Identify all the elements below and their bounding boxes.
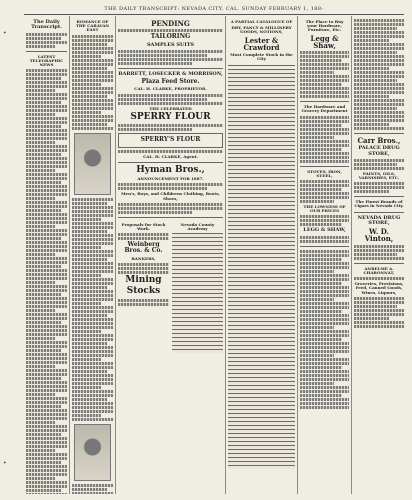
column-5 — [298, 16, 352, 494]
ad-academy: Nevada County Academy — [180, 221, 215, 231]
ad-palace: PALACE DRUG STORE, — [358, 145, 400, 157]
ad-lowness: THE LOWNESS OF OUR PRICES — [303, 204, 346, 214]
ad-carr-bros: Carr Bros., — [357, 136, 401, 145]
catalogue-firm: Lester & Crawford — [243, 35, 280, 52]
ad-weinberg: Weinberg Bros. & Co. — [124, 241, 163, 255]
column-4 — [226, 16, 298, 494]
ad-academy-listing — [172, 233, 223, 353]
masthead: THE DAILY TRANSCRIPT: NEVADA CITY, CAL. SUNDAY FEBRUARY 1, 188- — [24, 4, 404, 15]
ad-stoves: STOVES, IRON, STEEL, — [307, 168, 342, 178]
column-6 — [352, 16, 406, 494]
ad-samples: SAMPLES SUITS — [146, 41, 195, 48]
column-3 — [116, 16, 226, 494]
column-1 — [24, 16, 70, 494]
ad-cigars: The Finest Brands of Cigars in Nevada City. — [354, 199, 404, 209]
ad-proprietor: CAL. H. CLARKE, PROPRIETOR. — [134, 86, 207, 92]
ad-legg-shaw-2: LEGG & SHAW, — [303, 227, 346, 234]
catalogue-header: A PARTIAL CATALOGUE OF — [230, 19, 293, 24]
ad-proposals: Proposals for Stock Work. — [121, 221, 166, 231]
ad-legg-shaw: Legg & Shaw, — [310, 33, 339, 50]
ad-firm: BARRETT, LOSECKER & MORRISON, — [118, 70, 223, 77]
ad-pending: PENDING — [151, 19, 190, 28]
binding-mark: • — [3, 30, 7, 37]
woodcut-illustration — [74, 133, 111, 195]
ad-place: The Place to Buy your Hardware, Furniture, Etc. — [305, 19, 344, 33]
ad-nevada-drug: NEVADA DRUG STORE, — [357, 214, 401, 226]
ad-agent: CAL. H. CLARKE, Agent. — [143, 153, 198, 159]
ad-bankers: BANKERS, — [131, 255, 156, 261]
ad-announcement: ANNOUNCEMENT FOR 1887. — [137, 176, 204, 182]
ad-celebrated: THE CELEBRATED — [149, 105, 192, 111]
ad-clothing: Men's, Boys, and Childrens Clothing, Boots, Shoes, — [121, 191, 220, 201]
catalogue-sub: DRY, FANCY & MILLINERY GOODS, NOTIONS, — [231, 25, 292, 35]
ad-tailoring: TAILORING — [150, 33, 191, 41]
binding-mark: • — [3, 460, 7, 467]
ad-groceries: Groceries, Provisions, Feed, Canned Goods, Wines, Liquors, — [354, 281, 404, 295]
catalogue-most: Most Complete Stock in the City — [230, 52, 293, 62]
ad-plaza: Plaza Feed Store. — [141, 78, 200, 86]
ad-stocks: Stocks — [126, 286, 161, 297]
section-headline: LATEST TELEGRAPHIC NEWS — [29, 53, 64, 67]
ad-hyman: Hyman Bros., — [136, 164, 205, 175]
woodcut-illustration — [74, 424, 111, 481]
ad-sperry-flour-box: SPERRY'S FLOUR — [140, 136, 201, 144]
ad-paints: PAINTS, OILS, VARNISHES, ETC. — [358, 170, 400, 181]
ad-hardware: The Hardware and Grocery Department — [301, 104, 348, 114]
paper-name: The Daily Transcript. — [31, 19, 62, 31]
ad-mining: Mining — [125, 274, 162, 285]
columns — [24, 16, 406, 494]
ad-anbelme: ANBELME A. CHARONNAT, — [363, 265, 395, 275]
ad-vinton: W. D. Vinton, — [364, 227, 394, 244]
catalogue-listing — [228, 69, 295, 469]
section-headline: ROMANCE OF THE CARAVAN EAST — [75, 19, 110, 33]
ad-sperry-flour: SPERRY FLOUR — [130, 111, 211, 122]
column-2 — [70, 16, 116, 494]
